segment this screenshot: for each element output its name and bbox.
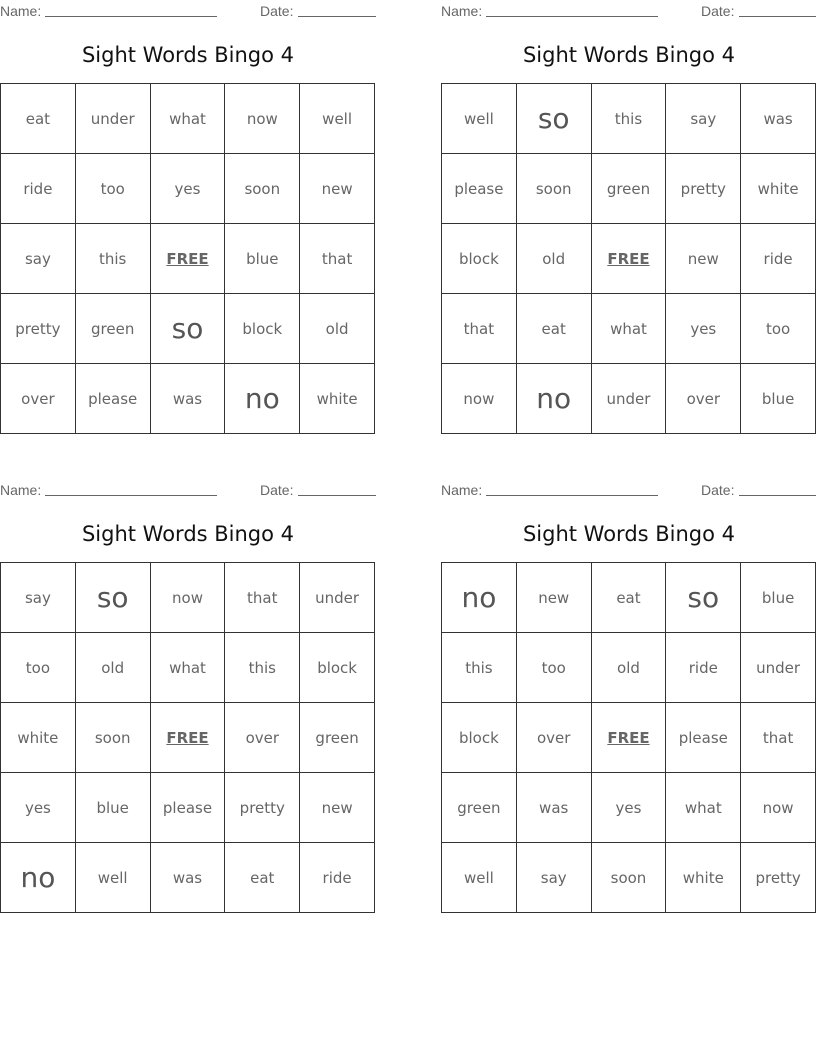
bingo-card-2 [441, 0, 816, 436]
bingo-cell: say [666, 84, 741, 154]
name-label: Name: [441, 3, 483, 19]
bingo-cell: eat [517, 294, 592, 364]
bingo-grid [0, 83, 375, 434]
date-label: Date: [260, 482, 294, 498]
bingo-cell: eat [225, 843, 300, 913]
bingo-cell: block [225, 294, 300, 364]
bingo-cell: pretty [225, 773, 300, 843]
bingo-cell: eat [1, 84, 76, 154]
bingo-cell: over [666, 364, 741, 434]
bingo-cell: eat [592, 563, 667, 633]
bingo-cell: block [442, 703, 517, 773]
bingo-cell: that [225, 563, 300, 633]
bingo-cell: was [151, 364, 226, 434]
bingo-cell: ride [741, 224, 816, 294]
bingo-cell: now [151, 563, 226, 633]
card-title: Sight Words Bingo 4 [81, 522, 295, 546]
bingo-cell: white [741, 154, 816, 224]
bingo-cell: green [300, 703, 375, 773]
bingo-cell: green [592, 154, 667, 224]
bingo-cell: was [741, 84, 816, 154]
bingo-cell: blue [225, 224, 300, 294]
bingo-cell: under [741, 633, 816, 703]
free-space-cell: FREE [151, 224, 226, 294]
bingo-cell: say [1, 563, 76, 633]
date-label: Date: [701, 482, 735, 498]
name-label: Name: [0, 482, 42, 498]
bingo-cell: well [300, 84, 375, 154]
free-space-cell: FREE [151, 703, 226, 773]
date-line[interactable] [739, 495, 816, 496]
bingo-cell: new [300, 773, 375, 843]
bingo-cell: new [666, 224, 741, 294]
bingo-cell: over [225, 703, 300, 773]
date-label: Date: [701, 3, 735, 19]
bingo-cell: ride [1, 154, 76, 224]
bingo-cell: soon [517, 154, 592, 224]
bingo-cell: white [300, 364, 375, 434]
bingo-cell: blue [741, 364, 816, 434]
bingo-cell: pretty [666, 154, 741, 224]
bingo-cell: no [225, 364, 300, 434]
bingo-cell: that [741, 703, 816, 773]
card-title: Sight Words Bingo 4 [522, 43, 736, 67]
date-line[interactable] [739, 16, 816, 17]
name-label: Name: [0, 3, 42, 19]
name-line[interactable] [486, 16, 658, 17]
bingo-cell: say [1, 224, 76, 294]
bingo-cell: this [225, 633, 300, 703]
bingo-card-4 [441, 479, 816, 915]
bingo-cell: say [517, 843, 592, 913]
bingo-cell: pretty [1, 294, 76, 364]
bingo-cell: please [666, 703, 741, 773]
date-line[interactable] [298, 16, 376, 17]
bingo-cell: now [225, 84, 300, 154]
bingo-cell: yes [666, 294, 741, 364]
bingo-cell: under [592, 364, 667, 434]
bingo-cell: green [76, 294, 151, 364]
bingo-cell: soon [225, 154, 300, 224]
bingo-cell: please [76, 364, 151, 434]
bingo-cell: yes [592, 773, 667, 843]
bingo-cell: no [517, 364, 592, 434]
bingo-cell: soon [592, 843, 667, 913]
bingo-cell: too [517, 633, 592, 703]
bingo-cell: what [151, 633, 226, 703]
bingo-cell: now [442, 364, 517, 434]
bingo-cell: ride [300, 843, 375, 913]
bingo-cell: under [300, 563, 375, 633]
name-line[interactable] [45, 16, 217, 17]
bingo-cell: this [592, 84, 667, 154]
free-space-cell: FREE [592, 224, 667, 294]
bingo-cell: what [592, 294, 667, 364]
bingo-cell: yes [1, 773, 76, 843]
bingo-cell: so [517, 84, 592, 154]
free-space-cell: FREE [592, 703, 667, 773]
bingo-cell: over [517, 703, 592, 773]
bingo-cell: too [741, 294, 816, 364]
bingo-card-1 [0, 0, 376, 436]
bingo-cell: white [666, 843, 741, 913]
bingo-cell: block [442, 224, 517, 294]
bingo-card-3 [0, 479, 376, 915]
card-header [0, 481, 376, 499]
bingo-cell: what [666, 773, 741, 843]
bingo-cell: old [76, 633, 151, 703]
name-label: Name: [441, 482, 483, 498]
bingo-cell: too [76, 154, 151, 224]
bingo-cell: no [442, 563, 517, 633]
bingo-cell: this [76, 224, 151, 294]
bingo-cell: what [151, 84, 226, 154]
bingo-cell: well [76, 843, 151, 913]
bingo-cell: was [151, 843, 226, 913]
card-title: Sight Words Bingo 4 [81, 43, 295, 67]
name-line[interactable] [486, 495, 658, 496]
bingo-cell: blue [76, 773, 151, 843]
bingo-cell: old [592, 633, 667, 703]
bingo-cell: new [300, 154, 375, 224]
bingo-cell: no [1, 843, 76, 913]
date-label: Date: [260, 3, 294, 19]
bingo-cell: blue [741, 563, 816, 633]
bingo-cell: block [300, 633, 375, 703]
bingo-cell: green [442, 773, 517, 843]
bingo-cell: well [442, 843, 517, 913]
bingo-cell: now [741, 773, 816, 843]
date-line[interactable] [298, 495, 376, 496]
bingo-cell: old [300, 294, 375, 364]
bingo-cell: old [517, 224, 592, 294]
card-title: Sight Words Bingo 4 [522, 522, 736, 546]
bingo-cell: that [442, 294, 517, 364]
card-header [441, 2, 816, 20]
bingo-cell: was [517, 773, 592, 843]
bingo-cell: new [517, 563, 592, 633]
bingo-cell: over [1, 364, 76, 434]
bingo-cell: so [666, 563, 741, 633]
bingo-cell: soon [76, 703, 151, 773]
name-line[interactable] [45, 495, 217, 496]
bingo-cell: pretty [741, 843, 816, 913]
bingo-grid [441, 562, 816, 913]
bingo-cell: so [76, 563, 151, 633]
card-header [0, 2, 376, 20]
bingo-cell: that [300, 224, 375, 294]
bingo-cell: please [151, 773, 226, 843]
bingo-cell: so [151, 294, 226, 364]
bingo-grid [0, 562, 375, 913]
bingo-cell: this [442, 633, 517, 703]
bingo-cell: white [1, 703, 76, 773]
bingo-cell: ride [666, 633, 741, 703]
bingo-cell: too [1, 633, 76, 703]
bingo-cell: yes [151, 154, 226, 224]
bingo-grid [441, 83, 816, 434]
card-header [441, 481, 816, 499]
bingo-cell: well [442, 84, 517, 154]
bingo-cell: please [442, 154, 517, 224]
bingo-cell: under [76, 84, 151, 154]
